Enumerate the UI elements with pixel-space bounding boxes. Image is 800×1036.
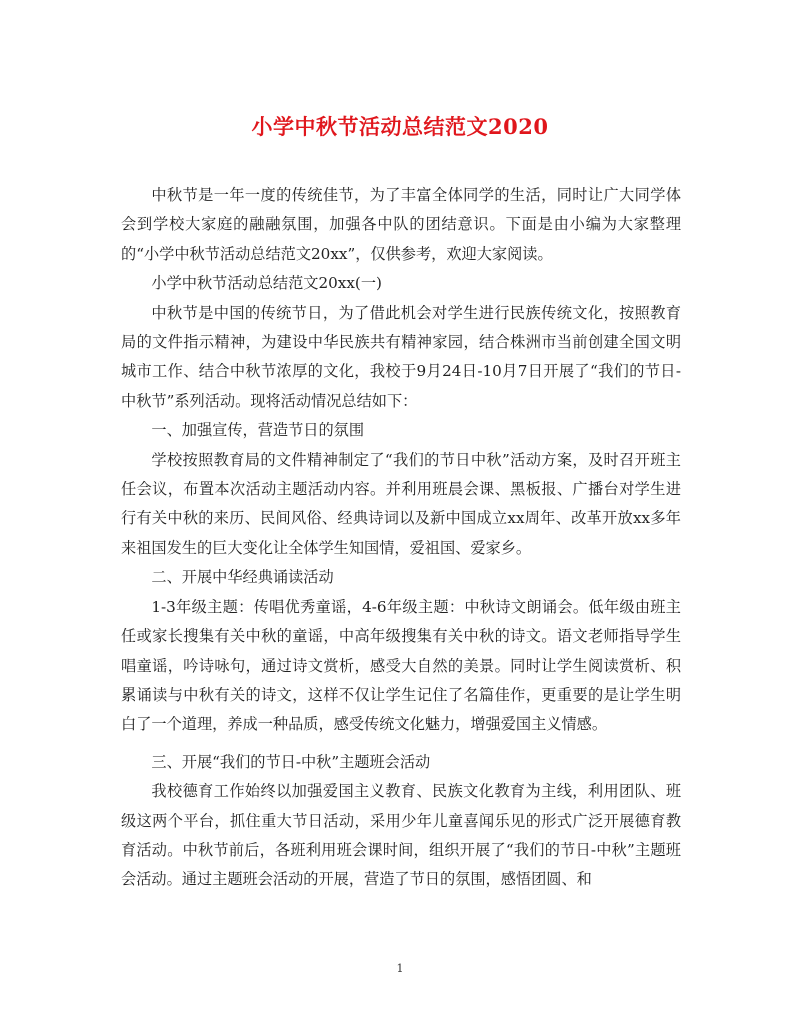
section-heading-3: 三、开展“我们的节日-中秋”主题班会活动 (151, 752, 431, 771)
document-title: 小学中秋节活动总结范文2020 (251, 114, 549, 139)
document-body (121, 181, 681, 895)
body-paragraph: 我校德育工作始终以加强爱国主义教育、民族文化教育为主线，利用团队、班级这两个平台，抓住重大节日活动，采用少年儿童喜闻乐见的形式广泛开展德育教育活动。中秋节前后，各班利用班会课时间，组织开展了“我们的节日-中秋”主题班会活动。通过主题班会活动的开展，营造了节日的氛围，感悟团圆、和 (121, 782, 681, 889)
body-paragraph: 中秋节是中国的传统节日，为了借此机会对学生进行民族传统文化，按照教育局的文件指示精神，为建设中华民族共有精神家园，结合株洲市当前创建全国文明城市工作、结合中秋节浓厚的文化，我校于9月24日-10月7日开展了“我们的节日-中秋节”系列活动。现将活动情况总结如下： (121, 303, 681, 410)
section-heading-1: 一、加强宣传，营造节日的氛围 (151, 421, 365, 440)
page-number: 1 (396, 962, 404, 975)
body-paragraph: 学校按照教育局的文件精神制定了“我们的节日中秋”活动方案，及时召开班主任会议，布置本次活动主题活动内容。并利用班晨会课、黑板报、广播台对学生进行有关中秋的来历、民间风俗、经典诗词以及新中国成立xx周年、改革开放xx多年来祖国发生的巨大变化让全体学生知国情，爱祖国、爱家乡。 (121, 450, 681, 557)
body-paragraph: 1-3年级主题：传唱优秀童谣，4-6年级主题：中秋诗文朗诵会。低年级由班主任或家长搜集有关中秋的童谣，中高年级搜集有关中秋的诗文。语文老师指导学生唱童谣，吟诗咏句，通过诗文赏析，感受大自然的美景。同时让学生阅读赏析、积累诵读与中秋有关的诗文，这样不仅让学生记住了名篇佳作，更重要的是让学生明白了一个道理，养成一种品质，感受传统文化魅力，增强爱国主义情感。 (121, 597, 681, 734)
paragraph-gap (121, 740, 681, 748)
intro-paragraph: 中秋节是一年一度的传统佳节，为了丰富全体同学的生活，同时让广大同学体会到学校大家庭的融融氛围，加强各中队的团结意识。下面是由小编为大家整理的“小学中秋节活动总结范文20xx”，仅供参考，欢迎大家阅读。 (121, 186, 681, 263)
section-heading-2: 二、开展中华经典诵读活动 (151, 568, 334, 587)
section-subtitle: 小学中秋节活动总结范文20xx(一) (151, 274, 382, 293)
